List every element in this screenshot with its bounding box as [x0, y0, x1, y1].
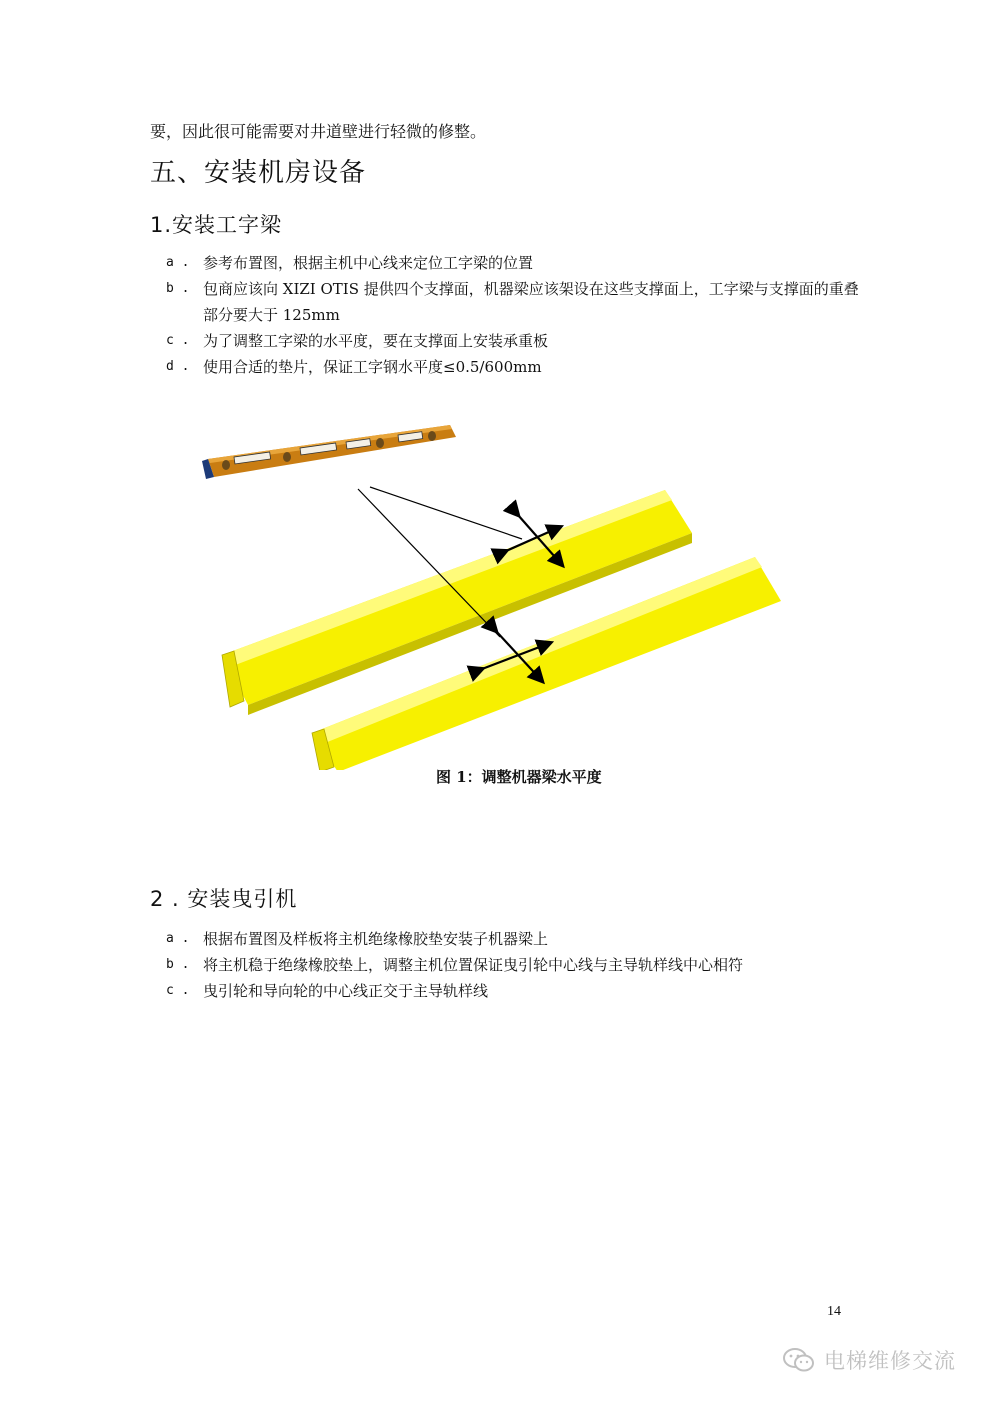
list-marker: d .: [166, 359, 190, 374]
list-marker: b .: [166, 281, 190, 296]
list-marker: a .: [166, 255, 190, 270]
list-text: 使用合适的垫片，保证工字钢水平度≤0.5/600mm: [203, 358, 542, 376]
list-text: 将主机稳于绝缘橡胶垫上，调整主机位置保证曳引轮中心线与主导轨样线中心相符: [203, 956, 744, 974]
wechat-icon: [782, 1346, 816, 1374]
list-text: 根据布置图及样板将主机绝缘橡胶垫安装子机器梁上: [203, 930, 549, 948]
list-text: 包商应该向 XIZI OTIS 提供四个支撑面，机器梁应该架设在这些支撑面上，工字梁与支撑面的重叠部分要大于 125mm: [203, 280, 859, 324]
list-text: 参考布置图，根据主机中心线来定位工字梁的位置: [203, 254, 534, 272]
subsection-title-install-machine: 2 . 安装曳引机: [150, 887, 298, 911]
list-marker: b .: [166, 957, 190, 972]
list-marker: c .: [166, 333, 190, 348]
watermark: [782, 1343, 956, 1377]
figure-caption: 图 1：调整机器梁水平度: [436, 768, 602, 786]
list-item: [166, 978, 866, 1004]
list-item: [166, 354, 866, 380]
beam-steps-list: [166, 250, 866, 380]
machine-steps-list: [166, 926, 866, 1004]
spirit-level-icon: [202, 425, 456, 479]
list-item: [166, 952, 866, 978]
list-item: [166, 276, 866, 328]
list-marker: c .: [166, 983, 190, 998]
subsection-title-install-beam: 1.安装工字梁: [150, 213, 283, 237]
list-item: [166, 250, 866, 276]
page-number: 14: [827, 1304, 841, 1319]
intro-paragraph: 要，因此很可能需要对井道壁进行轻微的修整。: [150, 122, 487, 141]
list-item: [166, 926, 866, 952]
list-text: 曳引轮和导向轮的中心线正交于主导轨样线: [203, 982, 489, 1000]
beam-leveling-figure: [200, 415, 800, 770]
list-text: 为了调整工字梁的水平度，要在支撑面上安装承重板: [203, 332, 549, 350]
watermark-text: 电梯维修交流: [824, 1349, 956, 1373]
list-marker: a .: [166, 931, 190, 946]
list-item: [166, 328, 866, 354]
section-title: 五、安装机房设备: [150, 158, 367, 188]
